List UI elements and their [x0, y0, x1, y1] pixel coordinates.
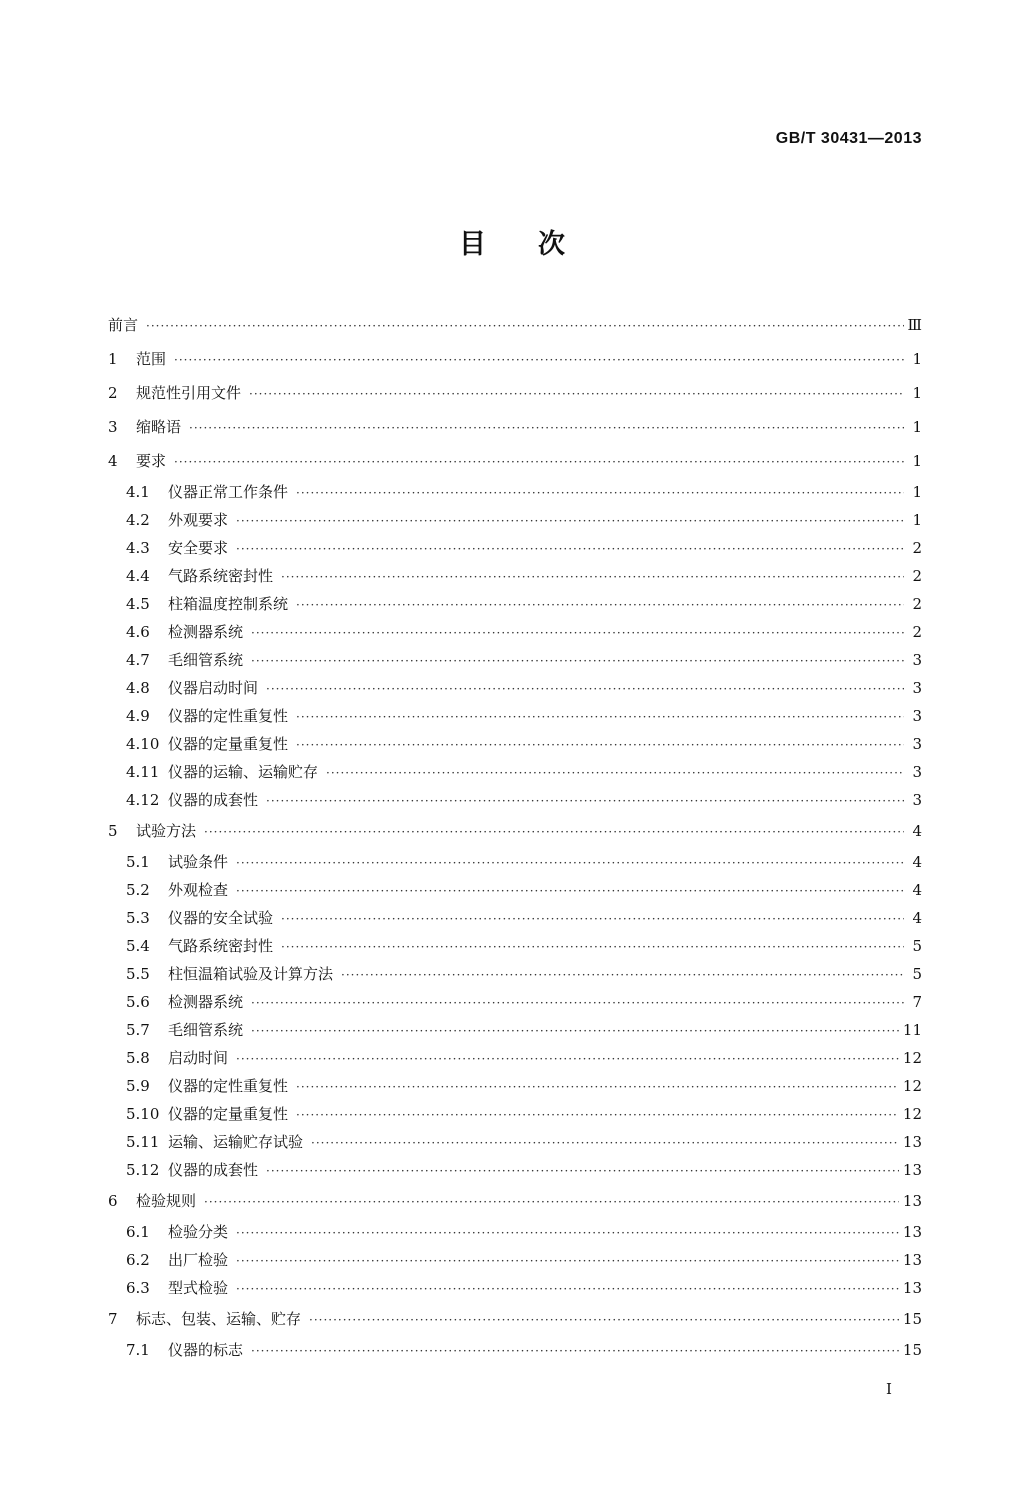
toc-entry[interactable] — [108, 1156, 922, 1184]
toc-entry-page: 1 — [912, 350, 922, 368]
toc-entry-page: 4 — [912, 822, 922, 840]
toc-leader-dots — [296, 479, 904, 507]
toc-entry-number: 6.2 — [126, 1251, 150, 1269]
toc-entry[interactable] — [108, 904, 922, 932]
toc-entry[interactable] — [108, 1016, 922, 1044]
toc-entry-page: 11 — [902, 1021, 922, 1039]
toc-entry-number: 4.8 — [126, 679, 150, 697]
toc-entry-title: 启动时间 — [168, 1049, 229, 1067]
toc-entry-page: 3 — [912, 679, 922, 697]
toc-entry[interactable] — [108, 988, 922, 1016]
toc-entry-number: 5 — [108, 822, 118, 840]
toc-leader-dots — [311, 1129, 899, 1157]
toc-entry-number: 5.12 — [126, 1161, 160, 1179]
toc-entry[interactable] — [108, 786, 922, 814]
toc-leader-dots — [251, 989, 904, 1017]
toc-entry-number: 5.1 — [126, 853, 150, 871]
toc-entry-page: 15 — [902, 1341, 922, 1359]
toc-entry-title: 出厂检验 — [168, 1251, 229, 1269]
toc-entry-title: 仪器的成套性 — [168, 1161, 259, 1179]
toc-entry-page: 15 — [902, 1310, 922, 1328]
toc-leader-dots — [281, 905, 904, 933]
toc-entry-page: 7 — [912, 993, 922, 1011]
toc-entry-title: 仪器的标志 — [168, 1341, 244, 1359]
toc-entry-number: 5.8 — [126, 1049, 150, 1067]
toc-entry-page: 3 — [912, 763, 922, 781]
page-number: I — [886, 1380, 892, 1398]
toc-leader-dots — [266, 675, 904, 703]
toc-entry-number: 5.6 — [126, 993, 150, 1011]
page-title: 目次 — [459, 229, 617, 260]
toc-leader-dots — [266, 1157, 899, 1185]
toc-entry[interactable] — [108, 758, 922, 786]
toc-entry-number: 5.9 — [126, 1077, 150, 1095]
toc-entry-title: 仪器的成套性 — [168, 791, 259, 809]
toc-entry[interactable] — [108, 1044, 922, 1072]
toc-leader-dots — [296, 1073, 899, 1101]
toc-entry-number: 4.6 — [126, 623, 150, 641]
toc-entry[interactable] — [108, 730, 922, 758]
toc-entry[interactable] — [108, 618, 922, 646]
toc-entry-title: 毛细管系统 — [168, 1021, 244, 1039]
toc-entry-title: 气路系统密封性 — [168, 567, 274, 585]
toc-entry-number: 5.2 — [126, 881, 150, 899]
toc-entry[interactable] — [108, 960, 922, 988]
toc-leader-dots — [281, 563, 904, 591]
toc-leader-dots — [174, 343, 904, 377]
toc-entry-title: 范围 — [136, 350, 167, 368]
toc-entry-title: 检验规则 — [136, 1192, 197, 1210]
toc-entry-title: 检测器系统 — [168, 623, 244, 641]
toc-entry-title: 标志、包装、运输、贮存 — [136, 1310, 302, 1328]
toc-entry[interactable] — [108, 590, 922, 618]
toc-entry-title: 仪器的安全试验 — [168, 909, 274, 927]
toc-leader-dots — [174, 445, 904, 479]
toc-entry-page: 3 — [912, 651, 922, 669]
toc-leader-dots — [296, 591, 904, 619]
toc-entry-page: 3 — [912, 707, 922, 725]
toc-entry-page: 13 — [902, 1192, 922, 1210]
toc-entry-page: 5 — [912, 965, 922, 983]
toc-entry-number: 6.3 — [126, 1279, 150, 1297]
toc-entry-title: 型式检验 — [168, 1279, 229, 1297]
toc-entry-page: 2 — [912, 567, 922, 585]
toc-leader-dots — [236, 535, 904, 563]
toc-leader-dots — [204, 1185, 899, 1219]
toc-entry-page: 13 — [902, 1279, 922, 1297]
toc-entry-page: 2 — [912, 595, 922, 613]
toc-entry-page: 4 — [912, 853, 922, 871]
toc-entry[interactable] — [108, 308, 922, 342]
toc-entry-page: 1 — [912, 418, 922, 436]
toc-entry[interactable] — [108, 1302, 922, 1336]
toc-entry[interactable] — [108, 848, 922, 876]
toc-leader-dots — [251, 1337, 899, 1365]
toc-entry[interactable] — [108, 534, 922, 562]
toc-leader-dots — [236, 1219, 899, 1247]
toc-entry-page: 12 — [902, 1077, 922, 1095]
toc-entry-number: 1 — [108, 350, 118, 368]
toc-leader-dots — [236, 877, 904, 905]
toc-entry-page: 13 — [902, 1223, 922, 1241]
toc-entry-number: 4 — [108, 452, 118, 470]
toc-entry-title: 仪器的运输、运输贮存 — [168, 763, 319, 781]
toc-leader-dots — [236, 1045, 899, 1073]
toc-entry[interactable] — [108, 506, 922, 534]
toc-leader-dots — [236, 849, 904, 877]
toc-entry-title: 缩略语 — [136, 418, 182, 436]
toc-entry-page: 13 — [902, 1133, 922, 1151]
toc-entry[interactable] — [108, 342, 922, 376]
toc-entry-number: 7.1 — [126, 1341, 150, 1359]
toc-entry-page: 2 — [912, 623, 922, 641]
toc-entry-number: 5.5 — [126, 965, 150, 983]
toc-entry-page: 12 — [902, 1105, 922, 1123]
toc-entry[interactable] — [108, 1072, 922, 1100]
toc-entry[interactable] — [108, 478, 922, 506]
toc-entry-number: 4.5 — [126, 595, 150, 613]
toc-entry-page: 12 — [902, 1049, 922, 1067]
toc-entry-page: 3 — [912, 791, 922, 809]
toc-leader-dots — [236, 507, 904, 535]
toc-leader-dots — [296, 1101, 899, 1129]
toc-entry-title: 运输、运输贮存试验 — [168, 1133, 304, 1151]
toc-entry[interactable] — [108, 1274, 922, 1302]
toc-entry-number: 4.3 — [126, 539, 150, 557]
toc-entry-number: 2 — [108, 384, 118, 402]
toc-leader-dots — [146, 309, 904, 343]
toc-entry-title: 外观要求 — [168, 511, 229, 529]
toc-entry[interactable] — [108, 674, 922, 702]
toc-entry-number: 4.11 — [126, 763, 160, 781]
toc-entry-number: 7 — [108, 1310, 118, 1328]
toc-entry-number: 5.4 — [126, 937, 150, 955]
toc-entry-title: 试验方法 — [136, 822, 197, 840]
toc-entry-number: 4.2 — [126, 511, 150, 529]
toc-entry[interactable] — [108, 410, 922, 444]
toc-entry-title: 仪器的定性重复性 — [168, 707, 289, 725]
toc-entry[interactable] — [108, 876, 922, 904]
toc-entry[interactable] — [108, 376, 922, 410]
toc-entry-page: 2 — [912, 539, 922, 557]
toc-leader-dots — [296, 731, 904, 759]
toc-entry[interactable] — [108, 562, 922, 590]
table-of-contents — [108, 308, 922, 1364]
toc-leader-dots — [326, 759, 904, 787]
toc-entry-number: 6.1 — [126, 1223, 150, 1241]
toc-entry-title: 规范性引用文件 — [136, 384, 242, 402]
toc-entry-title: 仪器的定量重复性 — [168, 735, 289, 753]
toc-entry-page: 13 — [902, 1161, 922, 1179]
toc-entry[interactable] — [108, 1128, 922, 1156]
toc-entry-number: 5.10 — [126, 1105, 160, 1123]
toc-entry[interactable] — [108, 1336, 922, 1364]
toc-entry[interactable] — [108, 1184, 922, 1218]
toc-leader-dots — [236, 1275, 899, 1303]
toc-leader-dots — [251, 647, 904, 675]
toc-entry-title: 气路系统密封性 — [168, 937, 274, 955]
toc-entry-number: 5.7 — [126, 1021, 150, 1039]
toc-entry-page: 1 — [912, 483, 922, 501]
toc-entry[interactable] — [108, 814, 922, 848]
toc-entry-page: 5 — [912, 937, 922, 955]
toc-entry-page: 4 — [912, 909, 922, 927]
toc-entry-title: 仪器启动时间 — [168, 679, 259, 697]
toc-entry-title: 前言 — [108, 316, 139, 334]
toc-entry-number: 4.12 — [126, 791, 160, 809]
toc-entry[interactable] — [108, 702, 922, 730]
toc-entry-page: 1 — [912, 452, 922, 470]
toc-entry-page: 3 — [912, 735, 922, 753]
toc-entry-title: 要求 — [136, 452, 167, 470]
toc-entry-page: Ⅲ — [907, 316, 922, 334]
toc-entry-number: 5.11 — [126, 1133, 160, 1151]
toc-entry-page: 4 — [912, 881, 922, 899]
toc-entry-page: 1 — [912, 511, 922, 529]
toc-entry[interactable] — [108, 1100, 922, 1128]
toc-entry-title: 柱恒温箱试验及计算方法 — [168, 965, 334, 983]
toc-leader-dots — [189, 411, 904, 445]
toc-entry-page: 13 — [902, 1251, 922, 1269]
toc-leader-dots — [251, 619, 904, 647]
toc-entry-title: 毛细管系统 — [168, 651, 244, 669]
toc-leader-dots — [236, 1247, 899, 1275]
toc-entry-title: 仪器正常工作条件 — [168, 483, 289, 501]
toc-leader-dots — [251, 1017, 899, 1045]
toc-entry-title: 检测器系统 — [168, 993, 244, 1011]
toc-entry-title: 柱箱温度控制系统 — [168, 595, 289, 613]
toc-entry-number: 4.4 — [126, 567, 150, 585]
toc-entry[interactable] — [108, 646, 922, 674]
toc-leader-dots — [204, 815, 904, 849]
toc-entry[interactable] — [108, 932, 922, 960]
toc-leader-dots — [309, 1303, 899, 1337]
toc-entry[interactable] — [108, 444, 922, 478]
toc-leader-dots — [281, 933, 904, 961]
toc-entry[interactable] — [108, 1246, 922, 1274]
toc-entry-page: 1 — [912, 384, 922, 402]
toc-entry-number: 4.7 — [126, 651, 150, 669]
toc-leader-dots — [249, 377, 904, 411]
toc-leader-dots — [341, 961, 904, 989]
toc-entry-title: 外观检查 — [168, 881, 229, 899]
toc-entry-number: 6 — [108, 1192, 118, 1210]
toc-leader-dots — [296, 703, 904, 731]
toc-entry-title: 检验分类 — [168, 1223, 229, 1241]
toc-entry-number: 3 — [108, 418, 118, 436]
toc-entry-number: 4.1 — [126, 483, 150, 501]
toc-entry-number: 5.3 — [126, 909, 150, 927]
toc-entry-title: 仪器的定性重复性 — [168, 1077, 289, 1095]
toc-entry-number: 4.10 — [126, 735, 160, 753]
toc-entry-title: 试验条件 — [168, 853, 229, 871]
toc-entry[interactable] — [108, 1218, 922, 1246]
toc-leader-dots — [266, 787, 904, 815]
toc-entry-title: 安全要求 — [168, 539, 229, 557]
toc-entry-number: 4.9 — [126, 707, 150, 725]
standard-code: GB/T 30431—2013 — [775, 130, 922, 147]
toc-entry-title: 仪器的定量重复性 — [168, 1105, 289, 1123]
